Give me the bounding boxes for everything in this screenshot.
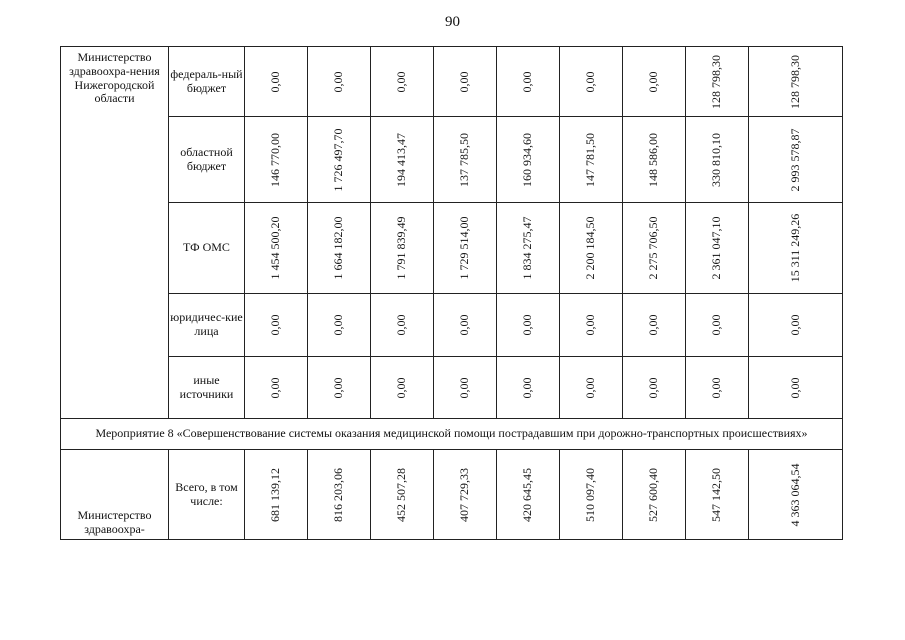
value-cell: [686, 294, 749, 357]
cell-value: 330 810,10: [709, 132, 724, 187]
value-cell: [434, 450, 497, 540]
value-cell: [371, 294, 434, 357]
value-cell: [497, 294, 560, 357]
value-cell: [749, 117, 843, 203]
cell-value: 510 097,40: [583, 467, 598, 522]
value-cell: [434, 47, 497, 117]
cell-value: 2 275 706,50: [646, 216, 661, 280]
cell-value: 0,00: [646, 314, 661, 336]
value-cell: [686, 47, 749, 117]
cell-value: 407 729,33: [457, 467, 472, 522]
value-cell: [623, 294, 686, 357]
value-cell: [623, 450, 686, 540]
value-cell: [686, 117, 749, 203]
cell-value: 0,00: [583, 377, 598, 398]
value-cell: [371, 47, 434, 117]
cell-value: 0,00: [331, 377, 346, 398]
value-cell: [749, 450, 843, 540]
cell-value: 0,00: [268, 314, 283, 336]
value-cell: [560, 117, 623, 203]
cell-value: 146 770,00: [268, 132, 283, 187]
table-row: [61, 450, 843, 540]
cell-value: 0,00: [331, 71, 346, 92]
value-cell: [308, 357, 371, 419]
organization-cell: Министерство здравоохра-: [61, 450, 169, 540]
funding-source-cell: федераль-ный бюджет: [169, 47, 245, 117]
value-cell: [686, 203, 749, 294]
cell-value: 148 586,00: [646, 132, 661, 187]
cell-value: 194 413,47: [394, 132, 409, 187]
cell-value: 0,00: [394, 377, 409, 398]
value-cell: [560, 450, 623, 540]
value-cell: [497, 47, 560, 117]
funding-source-cell: иные источники: [169, 357, 245, 419]
cell-value: 681 139,12: [268, 467, 283, 522]
organization-cell: Министерство здравоохра-нения Нижегородской области: [61, 47, 169, 419]
event-title: Мероприятие 8 «Совершенствование системы оказания медицинской помощи пострадавшим при дорожно-транспортных происшествиях»: [61, 419, 843, 450]
value-cell: [371, 357, 434, 419]
table-row: [61, 294, 843, 357]
value-cell: [308, 294, 371, 357]
cell-value: 1 791 839,49: [394, 216, 409, 280]
cell-value: 0,00: [787, 314, 802, 336]
cell-value: 1 664 182,00: [331, 216, 346, 280]
value-cell: [623, 47, 686, 117]
cell-value: 0,00: [583, 314, 598, 336]
cell-value: 128 798,30: [787, 54, 802, 109]
value-cell: [749, 203, 843, 294]
cell-value: 0,00: [331, 314, 346, 336]
value-cell: [560, 203, 623, 294]
cell-value: 0,00: [709, 377, 724, 398]
cell-value: 0,00: [457, 71, 472, 92]
value-cell: [308, 47, 371, 117]
funding-source-cell: юридичес-кие лица: [169, 294, 245, 357]
funding-source-cell: ТФ ОМС: [169, 203, 245, 294]
value-cell: [371, 450, 434, 540]
value-cell: [371, 117, 434, 203]
value-cell: [560, 357, 623, 419]
value-cell: [560, 47, 623, 117]
cell-value: 452 507,28: [394, 467, 409, 522]
cell-value: 816 203,06: [331, 467, 346, 522]
value-cell: [560, 294, 623, 357]
cell-value: 0,00: [457, 314, 472, 336]
value-cell: [623, 117, 686, 203]
funding-source-cell: областной бюджет: [169, 117, 245, 203]
cell-value: 0,00: [394, 314, 409, 336]
value-cell: [434, 357, 497, 419]
value-cell: [749, 357, 843, 419]
value-cell: [434, 117, 497, 203]
value-cell: [434, 294, 497, 357]
page-number: 90: [445, 14, 460, 30]
event-row: [61, 419, 843, 450]
value-cell: [245, 47, 308, 117]
value-cell: [623, 357, 686, 419]
value-cell: [497, 357, 560, 419]
value-cell: [434, 203, 497, 294]
value-cell: [308, 117, 371, 203]
cell-value: 0,00: [787, 377, 802, 398]
cell-value: 0,00: [457, 377, 472, 398]
cell-value: 0,00: [520, 377, 535, 398]
value-cell: [623, 203, 686, 294]
value-cell: [245, 357, 308, 419]
cell-value: 0,00: [268, 377, 283, 398]
value-cell: [749, 294, 843, 357]
cell-value: 160 934,60: [520, 132, 535, 187]
funding-source-cell: Всего, в том числе:: [169, 450, 245, 540]
value-cell: [245, 203, 308, 294]
table-row: [61, 47, 843, 117]
table-row: [61, 117, 843, 203]
cell-value: 4 363 064,54: [787, 463, 802, 526]
value-cell: [497, 203, 560, 294]
cell-value: 1 834 275,47: [520, 216, 535, 280]
cell-value: 527 600,40: [646, 467, 661, 522]
cell-value: 0,00: [709, 314, 724, 336]
table-row: [61, 203, 843, 294]
value-cell: [497, 117, 560, 203]
value-cell: [497, 450, 560, 540]
value-cell: [686, 450, 749, 540]
cell-value: 420 645,45: [520, 467, 535, 522]
table-row: [61, 357, 843, 419]
cell-value: 128 798,30: [709, 54, 724, 109]
cell-value: 15 311 249,26: [787, 213, 802, 283]
cell-value: 147 781,50: [583, 132, 598, 187]
cell-value: 0,00: [583, 71, 598, 92]
value-cell: [371, 203, 434, 294]
table-body: [61, 47, 843, 540]
cell-value: 137 785,50: [457, 132, 472, 187]
cell-value: 0,00: [646, 377, 661, 398]
cell-value: 1 726 497,70: [331, 128, 346, 191]
cell-value: 0,00: [520, 71, 535, 92]
cell-value: 0,00: [268, 71, 283, 92]
value-cell: [245, 450, 308, 540]
value-cell: [749, 47, 843, 117]
cell-value: 2 200 184,50: [583, 216, 598, 280]
cell-value: 2 361 047,10: [709, 216, 724, 280]
value-cell: [245, 117, 308, 203]
cell-value: 0,00: [646, 71, 661, 92]
value-cell: [308, 203, 371, 294]
budget-table: [60, 46, 843, 540]
cell-value: 1 729 514,00: [457, 216, 472, 280]
cell-value: 0,00: [394, 71, 409, 92]
cell-value: 0,00: [520, 314, 535, 336]
value-cell: [308, 450, 371, 540]
cell-value: 547 142,50: [709, 467, 724, 522]
cell-value: 1 454 500,20: [268, 216, 283, 280]
value-cell: [245, 294, 308, 357]
value-cell: [686, 357, 749, 419]
cell-value: 2 993 578,87: [787, 128, 802, 191]
